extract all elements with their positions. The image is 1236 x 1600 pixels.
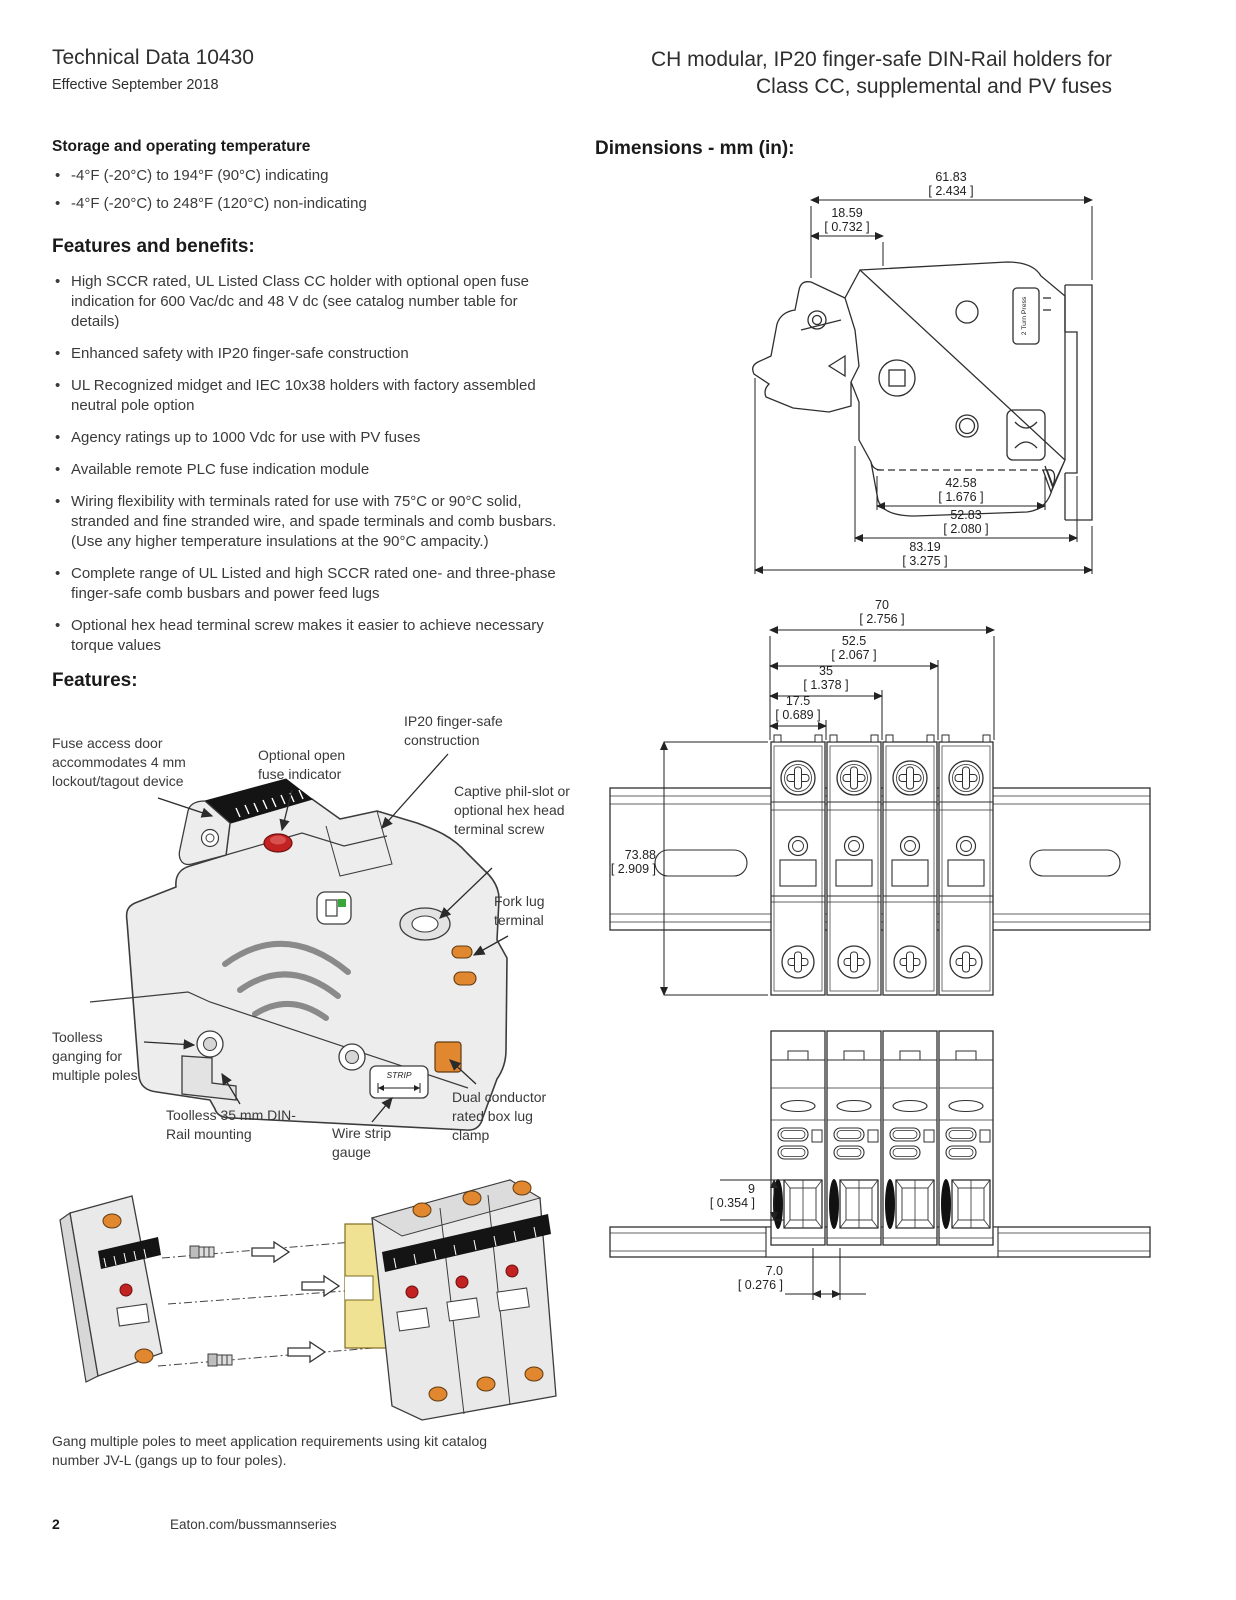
side-view-drawing — [615, 170, 1160, 590]
left-column — [52, 138, 570, 1470]
open-door-profile — [753, 282, 851, 412]
label-wire-strip: Wire strip gauge — [332, 1125, 392, 1160]
pole-1 — [771, 735, 825, 995]
features-figure — [40, 706, 610, 1158]
product-title — [552, 46, 1112, 100]
pole-1-bottom — [771, 1031, 825, 1245]
dim-70: 70 [ 2.756 ] — [859, 598, 905, 626]
doc-subtitle: Effective September 2018 — [52, 77, 219, 93]
pole-4-bottom — [939, 1031, 993, 1245]
label-open-fuse-indicator: Optional open fuse indicator — [258, 747, 346, 782]
dim-18-59: 18.59 [ 0.732 ] — [824, 206, 870, 234]
label-fuse-access-door: Fuse access door accommodates 4 mm lockout/tagout device — [52, 735, 186, 789]
storage-bullet: • -4°F (-20°C) to 194°F (90°C) indicating — [52, 166, 557, 186]
page-number: 2 — [52, 1516, 60, 1532]
dim-42-58: 42.58 [ 1.676 ] — [938, 476, 984, 504]
gang-caption: Gang multiple poles to meet application requirements using kit catalog number JV-L (gangs up to four poles). — [52, 1433, 488, 1468]
benefit-bullet: • Complete range of UL Listed and high SCCR rated one- and three-phase finger-safe comb busbars and power feed lugs — [52, 564, 557, 604]
rail-profile — [1065, 285, 1092, 520]
bottom-view-drawing — [600, 1020, 1160, 1320]
storage-heading: Storage and operating temperature — [52, 138, 311, 155]
features-benefits-heading: Features and benefits: — [52, 236, 255, 257]
storage-bullet: • -4°F (-20°C) to 248°F (120°C) non-indicating — [52, 194, 557, 214]
label-fork-lug: Fork lug terminal — [494, 893, 545, 928]
front-view-drawing — [600, 596, 1160, 1016]
indicator-icon — [317, 892, 351, 924]
side-dim-lines — [755, 200, 1092, 574]
ganging-figure — [40, 1158, 610, 1426]
ganging-illustration — [40, 1158, 610, 1426]
dim-17-5: 17.5 [ 0.689 ] — [775, 694, 821, 722]
pole-3-bottom — [883, 1031, 937, 1245]
box-lug-clamp — [435, 1042, 461, 1072]
dim-83-19: 83.19 [ 3.275 ] — [902, 540, 948, 568]
ganging-pins — [190, 1246, 232, 1366]
label-toolless-din: Toolless 35 mm DIN-Rail mounting — [166, 1107, 296, 1142]
label-dual-conductor: Dual conductor rated box lug clamp — [452, 1089, 547, 1143]
dim-52-83: 52.83 [ 2.080 ] — [943, 508, 989, 536]
dim-9: 9 [ 0.354 ] — [709, 1182, 755, 1210]
assembly-arrows — [252, 1242, 339, 1362]
features-benefits-section — [52, 236, 557, 656]
pole-2 — [827, 735, 881, 995]
storage-section — [52, 138, 557, 214]
label-toolless-ganging: Toolless ganging for multiple poles — [52, 1029, 138, 1083]
benefit-bullet: • Optional hex head terminal screw makes it easier to achieve necessary torque values — [52, 616, 557, 656]
dimensions-heading: Dimensions - mm (in): — [595, 138, 795, 159]
benefit-bullet: • High SCCR rated, UL Listed Class CC holder with optional open fuse indication for 600 Vac/dc and 48 V dc (see catalog number table for details) — [52, 272, 557, 332]
dim-61-83: 61.83 [ 2.434 ] — [928, 170, 974, 198]
pole-2-bottom — [827, 1031, 881, 1245]
label-ip20: IP20 finger-safe construction — [404, 713, 503, 748]
label-captive-screw: Captive phil-slot or optional hex head terminal screw — [454, 783, 570, 837]
doc-title: Technical Data 10430 — [52, 46, 254, 69]
three-pole-assembly — [372, 1180, 556, 1420]
benefit-bullet: • Available remote PLC fuse indication module — [52, 460, 557, 480]
single-pole — [60, 1196, 162, 1382]
pole-4 — [939, 735, 993, 995]
dim-73-88: 73.88 [ 2.909 ] — [610, 848, 656, 876]
product-title-line1: CH modular, IP20 finger-safe DIN-Rail holders for — [650, 48, 1112, 71]
benefit-bullet: • Enhanced safety with IP20 finger-safe construction — [52, 344, 557, 364]
features-heading: Features: — [52, 670, 138, 691]
wire-strip-gauge — [370, 1066, 428, 1098]
strip-gauge-text: STRIP — [386, 1070, 412, 1080]
icon-green-square — [338, 899, 346, 907]
benefit-bullet: • Wiring flexibility with terminals rated for use with 75°C or 90°C solid, stranded and fine stranded wire, and spade terminals and comb busbars. (Use any higher temperature insulations at the 90°C ampacity.) — [52, 492, 557, 552]
benefit-bullet: • UL Recognized midget and IEC 10x38 holders with factory assembled neutral pole option — [52, 376, 557, 416]
dim-7-0: 7.0 [ 0.276 ] — [737, 1264, 783, 1292]
pole-3 — [883, 735, 937, 995]
clip-note-text: 2 Turn Press — [1021, 296, 1028, 336]
benefit-bullet: • Agency ratings up to 1000 Vdc for use with PV fuses — [52, 428, 557, 448]
dim-52-5: 52.5 [ 2.067 ] — [831, 634, 877, 662]
dim-35: 35 [ 1.378 ] — [803, 664, 849, 692]
footer-url: Eaton.com/bussmannseries — [170, 1517, 337, 1532]
hinge-pin — [202, 830, 219, 847]
product-title-line2: Class CC, supplemental and PV fuses — [755, 75, 1112, 98]
